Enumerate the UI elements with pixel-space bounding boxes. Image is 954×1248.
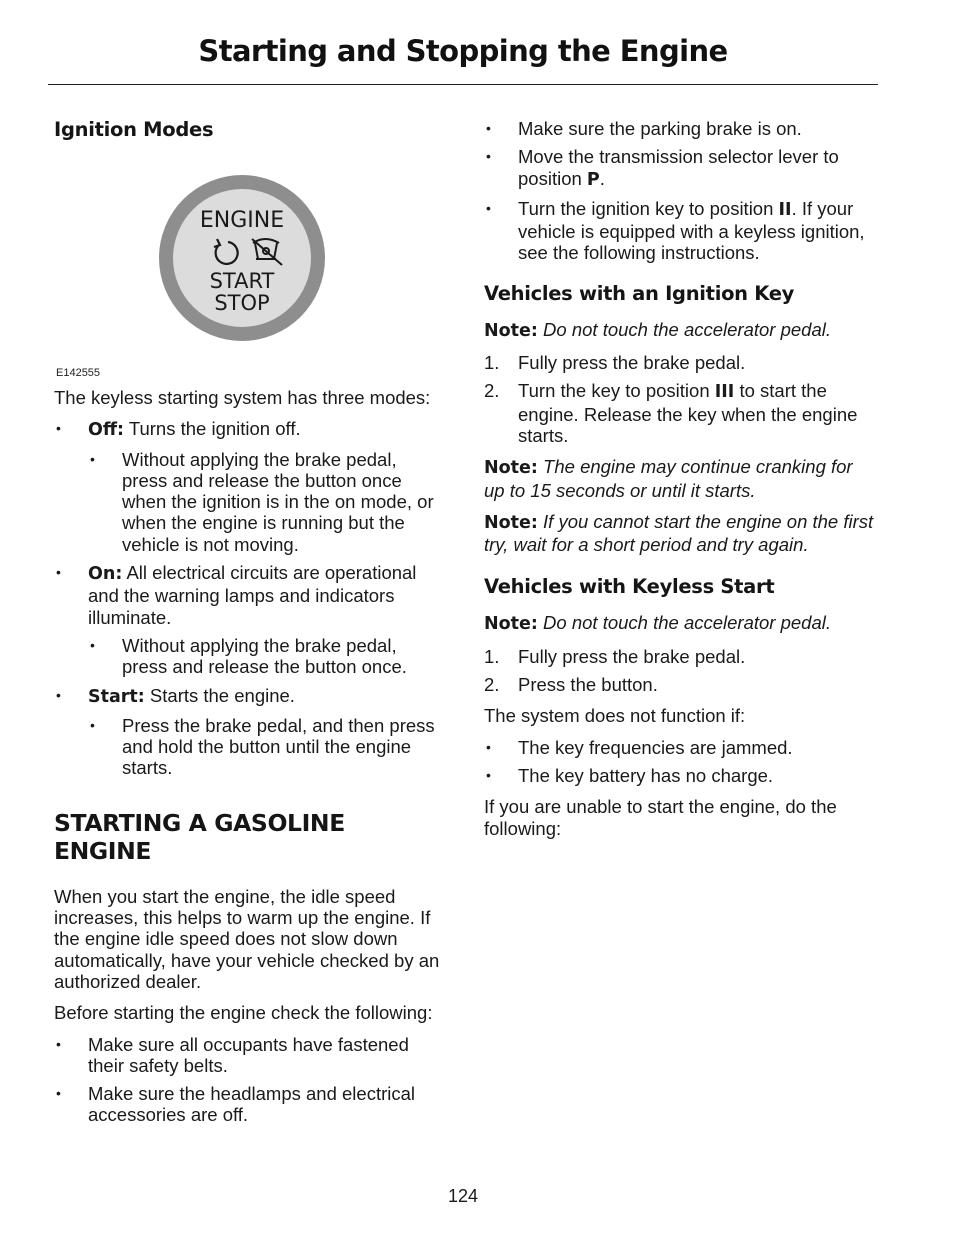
note-label: Note: (484, 458, 538, 479)
step-number: 1. (484, 645, 500, 667)
button-text-stop: STOP (214, 291, 270, 315)
list-item: • Make sure the headlamps and electrical accessories are off. (54, 1083, 446, 1126)
key-position-start: III (714, 382, 735, 403)
note-text: Do not touch the accelerator pedal. (537, 612, 832, 634)
pre-start-checks-continued (484, 118, 878, 264)
check-key-end: . If your vehicle is equipped with a keyless ignition, see the following instructions. (518, 197, 865, 264)
check-ignition-key (484, 198, 878, 264)
check-selector-end: . (599, 167, 605, 189)
note-first-try (484, 511, 878, 556)
step-text: Fully press the brake pedal. (518, 352, 746, 374)
list-item (484, 352, 878, 373)
note-text: Do not touch the accelerator pedal. (537, 318, 832, 340)
mode-on (54, 562, 446, 677)
selector-position: P (586, 169, 600, 190)
pre-start-checks-list (54, 1034, 446, 1126)
not-function-intro: The system does not function if: (484, 705, 746, 727)
modes-intro: The keyless starting system has three modes: (54, 387, 431, 408)
step-number: 2. (484, 674, 500, 696)
mode-start-sub: • Press the brake pedal, and then press and hold the button until the engine starts. (88, 715, 446, 779)
gasoline-paragraph-2: Before starting the engine check the following: (54, 1002, 433, 1024)
keyless-start-heading: Vehicles with Keyless Start (484, 575, 775, 599)
figure-code: E142555 (56, 367, 101, 379)
note-label: Note: (484, 512, 538, 533)
list-item (484, 674, 878, 695)
mode-off-sublist (88, 449, 446, 555)
button-text-engine: ENGINE (199, 208, 285, 233)
note-pedal-1 (484, 319, 878, 342)
mode-start (54, 685, 446, 779)
list-item: • The key frequencies are jammed. (484, 737, 878, 758)
step-text: Fully press the brake pedal. (518, 645, 746, 667)
unable-to-start: If you are unable to start the engine, do the following: (484, 796, 837, 839)
button-text-start: START (209, 269, 275, 293)
mode-start-label: Start: (88, 686, 145, 707)
mode-off (54, 418, 446, 555)
step-text: Turn the key to position (518, 380, 715, 402)
left-column (54, 118, 446, 1136)
ignition-key-steps (484, 352, 878, 446)
title-divider (48, 84, 878, 85)
mode-on-sub: • Without applying the brake pedal, press and release the button once. (88, 635, 446, 678)
step-number: 2. (484, 380, 500, 402)
mode-start-text: Starts the engine. (144, 684, 295, 706)
ignition-modes-heading: Ignition Modes (54, 118, 214, 141)
check-key-text: Turn the ignition key to position (518, 197, 779, 219)
mode-on-label: On: (88, 564, 123, 585)
modes-list (54, 418, 446, 778)
gasoline-engine-heading: STARTING A GASOLINE ENGINE (54, 808, 345, 865)
engine-button-figure (54, 155, 446, 379)
step-text-end: to start the engine. Release the key when the engine starts. (518, 380, 858, 446)
note-cranking (484, 456, 878, 501)
list-item: • The key battery has no charge. (484, 765, 878, 786)
note-pedal-2 (484, 612, 878, 635)
right-column (484, 118, 878, 849)
mode-start-sublist (88, 715, 446, 779)
check-selector-text: Move the transmission selector lever to position (518, 146, 839, 189)
engine-start-stop-button-image (157, 173, 327, 343)
list-item (484, 646, 878, 667)
list-item (484, 380, 878, 446)
check-parking-brake: • Make sure the parking brake is on. (484, 118, 878, 139)
key-position: II (778, 199, 792, 220)
page-title: Starting and Stopping the Engine (198, 34, 728, 68)
not-function-list (484, 737, 878, 787)
note-label: Note: (484, 614, 538, 635)
keyless-start-steps (484, 646, 878, 696)
mode-on-text: All electrical circuits are operational and the warning lamps and indicators illuminate. (88, 562, 417, 628)
step-text: Press the button. (518, 674, 658, 696)
gasoline-paragraph-1: When you start the engine, the idle speed increases, this helps to warm up the engine. If the engine idle speed does not slow down automatically, have your vehicle checked by an authorized dealer. (54, 885, 440, 992)
list-item: • Make sure all occupants have fastened their safety belts. (54, 1034, 446, 1077)
step-number: 1. (484, 352, 500, 374)
mode-on-sublist (88, 635, 446, 678)
note-text: The engine may continue cranking for up to 15 seconds or until it starts. (484, 456, 853, 501)
mode-off-label: Off: (88, 420, 125, 441)
mode-off-sub: • Without applying the brake pedal, press and release the button once when the ignition is in the on mode, or when the engine is running but the vehicle is not moving. (88, 449, 446, 555)
check-selector-lever (484, 146, 878, 191)
ignition-key-heading: Vehicles with an Ignition Key (484, 281, 795, 305)
note-text: If you cannot start the engine on the first try, wait for a short period and try again. (484, 510, 874, 556)
note-label: Note: (484, 320, 538, 341)
page-number: 124 (447, 1186, 479, 1206)
mode-off-text: Turns the ignition off. (124, 418, 301, 440)
